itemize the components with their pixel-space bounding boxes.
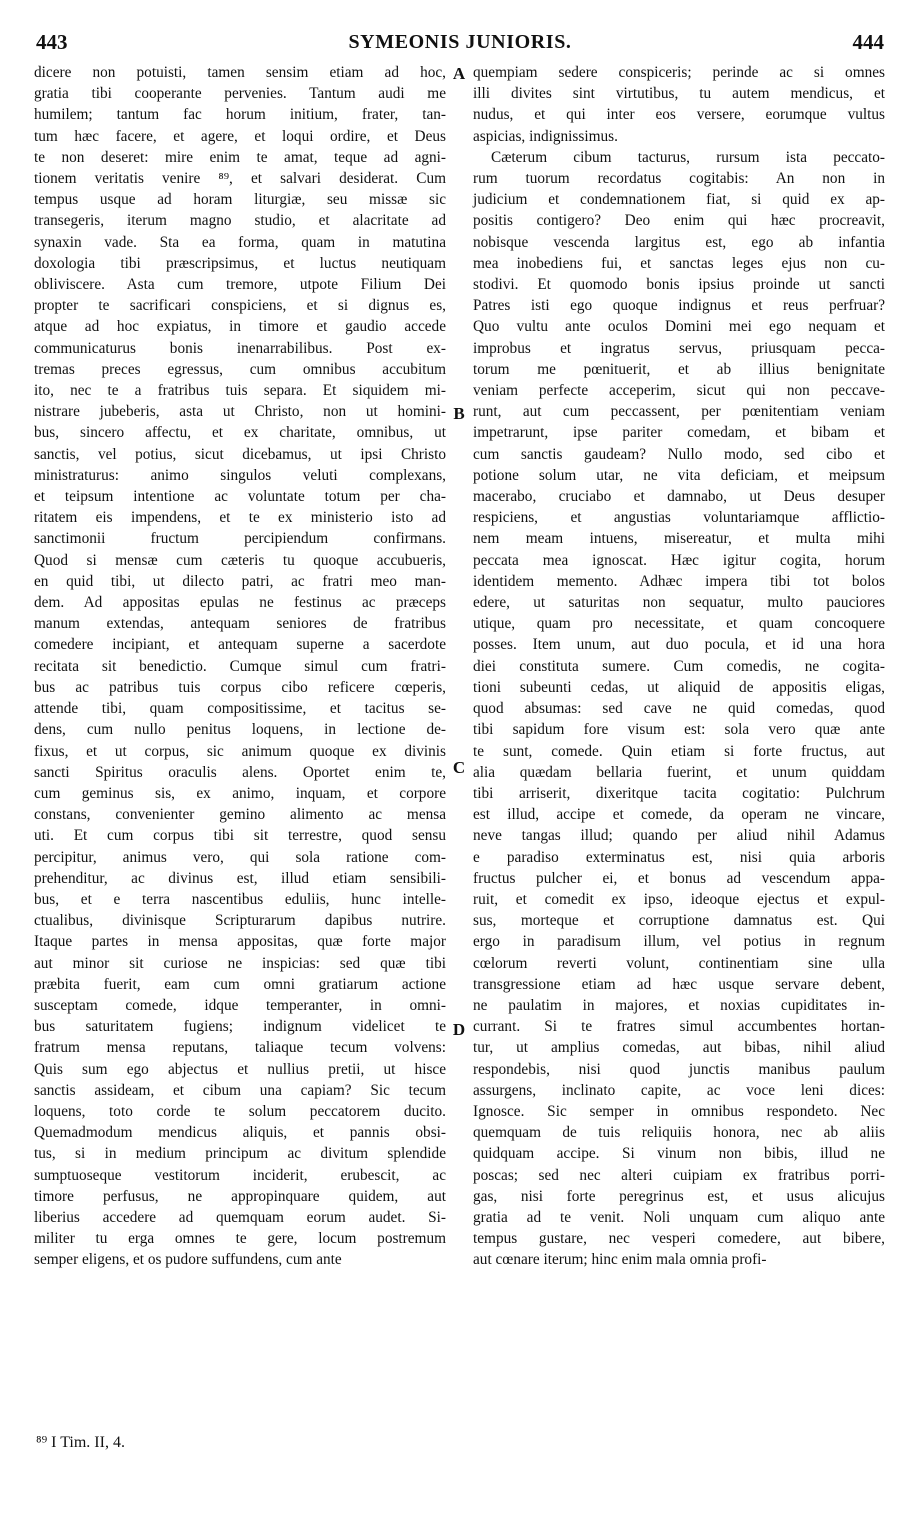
right-column	[473, 62, 885, 1271]
text-line: gas, nisi forte peregrinus est, et usus alicujus	[473, 1187, 885, 1205]
text-line: synaxin vade. Sta ea forma, quam in matutina	[34, 233, 446, 251]
text-line: prehenditur, ac divinus est, illud etiam sensibili-	[34, 869, 446, 887]
text-line: posses. Item unum, aut duo pocula, et id una hora	[473, 636, 885, 654]
text-line: aspicias, indignissimus.	[473, 127, 618, 145]
text-line: macerabo, cruciabo et damnabo, ut Deus desuper	[473, 488, 885, 506]
text-line: Quemadmodum mendicus aliquis, et pannis obsi-	[34, 1124, 446, 1142]
text-line: sanctimonii fructum percipiendum confirmans.	[34, 530, 446, 548]
text-line: assurgens, inclinato capite, ac voce leni dices:	[473, 1081, 885, 1099]
text-line: illi divites sint virtutibus, tu autem mendicus, et	[473, 85, 885, 103]
text-line: constans, convenienter gemino alimento ac mensa	[34, 806, 446, 824]
text-line: ergo in paradisum illum, vel potius in regnum	[473, 933, 885, 951]
text-line: Quo vultu ante oculos Domini mei ego nequam et	[473, 318, 885, 336]
text-line: Ignosce. Sic semper in omnibus respondeto. Nec	[473, 1102, 885, 1120]
text-line: transgressione etiam ad hæc usque servare debent,	[473, 975, 885, 993]
text-line: communicaturus bonis inenarrabilibus. Post ex-	[34, 339, 446, 357]
text-line: mea inobediens fui, et sanctas leges ejus non cu-	[473, 254, 885, 272]
text-line: susceptam comede, idque temperanter, in omni-	[34, 996, 446, 1014]
text-line: Patres isti ego quoque indignus et reus perfruar?	[473, 297, 885, 315]
text-line: attende tibi, quam compositissime, et tacitus se-	[34, 700, 446, 718]
text-line: nistrare jubeberis, asta ut Christo, non ut homini-	[34, 403, 446, 421]
text-line: identidem memento. Adhæc impera tibi tot bolos	[473, 572, 885, 590]
text-line: tionem veritatis venire ⁸⁹, et salvari desiderat. Cum	[34, 170, 446, 188]
margin-marker-a: A	[452, 64, 466, 83]
text-line: recitata sit benedictio. Cumque simul cum fratri-	[34, 657, 446, 675]
text-line: ito, nec te a fratribus tuis separa. Et siquidem mi-	[34, 382, 446, 400]
text-line: bus, et e terra nascentibus eduliis, hunc intelle-	[34, 890, 446, 908]
text-line: alia quædam bellaria fuerint, et unum quiddam	[473, 763, 885, 781]
text-line: sanctis, vel potius, sicut dicebamus, ut ipsi Christo	[34, 445, 446, 463]
text-line: ne paulatim in majores, et noxias cupiditates in-	[473, 996, 885, 1014]
text-line: propter te sacrificari conspiciens, et si dignus es,	[34, 297, 446, 315]
text-line: potione solum utar, ne vita deficiam, et meipsum	[473, 466, 885, 484]
text-line: te sunt, comede. Quin etiam si forte fructus, aut	[473, 742, 885, 760]
text-line: dicere non potuisti, tamen sensim etiam ad hoc,	[34, 64, 446, 81]
text-line: uti. Et cum corpus tibi sit terrestre, quod sensu	[34, 827, 446, 845]
text-line: tempus gustare, nec vesperi comedere, aut bibere,	[473, 1230, 885, 1248]
running-title: SYMEONIS JUNIORIS.	[348, 31, 572, 53]
left-column	[34, 62, 446, 1271]
page-header	[36, 30, 884, 60]
text-line: cœlorum reverti volunt, continentiam sine ulla	[473, 954, 885, 972]
margin-marker-c: C	[452, 758, 466, 777]
text-line: runt, aut cum peccassent, per pœnitentiam veniam	[473, 403, 885, 421]
text-line: timore perfusus, ne appropinquare quidem, aut	[34, 1187, 446, 1205]
text-line: sumptuoseque vestitorum inciderit, erubescit, ac	[34, 1166, 446, 1184]
text-line: loquens, toto corde te solum peccatorem ducito.	[34, 1102, 446, 1120]
text-line: improbus et ingratus servus, priusquam pecca-	[473, 339, 885, 357]
text-line: Cæterum cibum tacturus, rursum ista peccato-	[491, 148, 885, 166]
text-line: tibi arriserit, dixeritque tacita cogitatio: Pulchrum	[473, 784, 885, 802]
text-line: currant. Si te fratres simul accumbentes hortan-	[473, 1018, 885, 1036]
text-line: rum tuorum recordatus cogitabis: An non in	[473, 170, 885, 188]
text-line: tibi sapidum fore visum est: sola vero quæ ante	[473, 721, 885, 739]
text-line: en quid tibi, ut dilecto patri, ac fratri meo man-	[34, 572, 446, 590]
footnote: ⁸⁹ I Tim. II, 4.	[36, 1434, 125, 1451]
text-line: humilem; tantum fac horum initium, frater, tan-	[34, 106, 446, 124]
text-line: doxologia tibi præscripsimus, et luctus neutiquam	[34, 254, 446, 272]
text-line: dem. Ad appositas epulas ne festinus ac præceps	[34, 594, 446, 612]
page-number-right: 444	[852, 30, 884, 54]
text-line: veniam perfecte acceperim, sicut qui non peccave-	[473, 382, 885, 400]
text-line: quemquam de tuis reliquiis honora, nec ab aliis	[473, 1124, 885, 1142]
text-line: tur, ut amplius comedas, aut bibas, nihil aliud	[473, 1039, 885, 1057]
text-line: bus ac patribus tuis corpus cibo reficere cœperis,	[34, 678, 446, 696]
text-line: quempiam sedere conspiceris; perinde ac si omnes	[473, 64, 885, 81]
text-line: tum hæc facere, et agere, et loqui ordire, et Deus	[34, 127, 446, 145]
text-line: ctualibus, divinisque Scripturarum dapibus nutrire.	[34, 912, 446, 930]
text-line: e paradiso exterminatus est, nisi quia arboris	[473, 848, 885, 866]
text-line: ruit, et comedit ex ipso, ideoque ejectus et expul-	[473, 890, 885, 908]
text-line: et teipsum intentione ac voluntate totum per cha-	[34, 488, 446, 506]
text-line: cum geminus sis, ex animo, inquam, et corpore	[34, 784, 446, 802]
text-line: respiciens, et angustias voluntariamque afflictio-	[473, 509, 885, 527]
text-line: ritatem eis impendens, et te ex ministerio isto ad	[34, 509, 446, 527]
text-line: positis contigero? Deo enim qui hæc procreavit,	[473, 212, 885, 230]
text-line: sancti Spiritus oraculis alens. Oportet enim te,	[34, 763, 446, 781]
text-line: tremas preces egressus, cum omnibus accubitum	[34, 360, 446, 378]
page-number-left: 443	[36, 30, 68, 54]
text-line: diei constituta sumere. Cum comedis, ne cogita-	[473, 657, 885, 675]
text-line: sanctis assideam, et cibum una capiam? Sic tecum	[34, 1081, 446, 1099]
text-line: poscas; sed nec alteri cuipiam ex fratribus porri-	[473, 1166, 885, 1184]
text-line: semper eligens, et os pudore suffundens, cum ante	[34, 1251, 342, 1269]
text-line: stodivi. Et quomodo bonis ipsius proinde ut sancti	[473, 276, 885, 294]
margin-marker-b: B	[453, 404, 465, 423]
text-line: Quis sum ego abjectus et nullius pretii, ut hisce	[34, 1060, 446, 1078]
text-line: fixus, et ut corpus, sic animum quoque ex divinis	[34, 742, 446, 760]
text-line: Itaque partes in mensa appositas, quæ forte major	[34, 933, 446, 951]
text-line: bus saturitatem fugiens; indignum videlicet te	[34, 1018, 446, 1036]
text-line: ministraturus: animo singulos veluti complexans,	[34, 466, 446, 484]
text-line: percipitur, animus vero, qui sola ratione com-	[34, 848, 446, 866]
text-line: tioni subeunti cedas, ut aliquid de appositis eligas,	[473, 678, 885, 696]
text-line: utique, quam pro necessitate, et quam concoquere	[473, 615, 885, 633]
text-line: dens, cum nullo penitus loquens, in lectione de-	[34, 721, 446, 739]
text-line: tempus usque ad horam liturgiæ, seu missæ sic	[34, 191, 446, 209]
text-line: cum sanctis gaudeam? Nullo modo, sed cibo et	[473, 445, 885, 463]
text-line: tus, si in medium principum ac divitum splendide	[34, 1145, 446, 1163]
text-line: atque ad hoc expiatus, in timore et gaudio accede	[34, 318, 446, 336]
text-line: quidquam accipe. Si vinum non bibis, illud ne	[473, 1145, 885, 1163]
text-line: judicium et condemnationem fiat, si quid ex ap-	[473, 191, 885, 209]
text-line: fratrum mensa reputans, taliaque tecum volvens:	[34, 1039, 446, 1057]
text-line: respondebis, nisi quod junctis manibus paulum	[473, 1060, 885, 1078]
text-line: liberius accedere ad quemquam eorum audet. Si-	[34, 1208, 446, 1226]
text-line: te non deseret: mire enim te amat, teque ad agni-	[34, 148, 446, 166]
text-line: comedere incipiant, et antequam superne a sacerdote	[34, 636, 446, 654]
text-line: est illud, accipe et comede, da operam ne vincare,	[473, 806, 885, 824]
text-line: transegeris, iterum magno studio, et alacritate ad	[34, 212, 446, 230]
text-line: edere, ut saturitas non sequatur, multo pauciores	[473, 594, 885, 612]
text-line: nudus, et qui inter eos versere, eorumque vultus	[473, 106, 885, 124]
text-line: manum extendas, antequam seniores de fratribus	[34, 615, 446, 633]
text-line: neve tangas illud; quando per aliud nihil Adamus	[473, 827, 885, 845]
text-line: nem meam intuens, misereatur, et multa mihi	[473, 530, 885, 548]
text-line: gratia ad te venit. Noli unquam cum aliquo ante	[473, 1208, 885, 1226]
text-line: aut cœnare iterum; hinc enim mala omnia profi-	[473, 1251, 767, 1269]
text-line: bus, sincero affectu, et ex charitate, omnibus, ut	[34, 424, 446, 442]
text-line: nobisque vescenda largitus est, ego ab infantia	[473, 233, 885, 251]
text-line: impetrarunt, ipse pariter comedam, et bibam et	[473, 424, 885, 442]
text-line: quod absumas: sed cave ne quid comedas, quod	[473, 700, 885, 718]
text-line: sus, morteque et corruptione damnatus est. Qui	[473, 912, 885, 930]
text-line: torum me pœnituerit, et ab illius benignitate	[473, 360, 885, 378]
text-line: Quod si mensæ cum cæteris tu quoque accubueris,	[34, 551, 446, 569]
text-line: gratia tibi cooperante pervenies. Tantum audi me	[34, 85, 446, 103]
text-line: præbita fuerit, eam cum omni gratiarum actione	[34, 975, 446, 993]
text-line: obliviscere. Asta cum tremore, utpote Filium Dei	[34, 276, 446, 294]
text-line: aut minor sit curiose ne inspicias: sed quæ tibi	[34, 954, 446, 972]
text-line: fructus pulcher ei, et bonus ad vescendum appa-	[473, 869, 885, 887]
text-line: peccata mea ignoscat. Hæc igitur cogita, horum	[473, 551, 885, 569]
text-line: militer tu erga omnes te gere, locum postremum	[34, 1230, 446, 1248]
margin-marker-d: D	[452, 1020, 466, 1039]
